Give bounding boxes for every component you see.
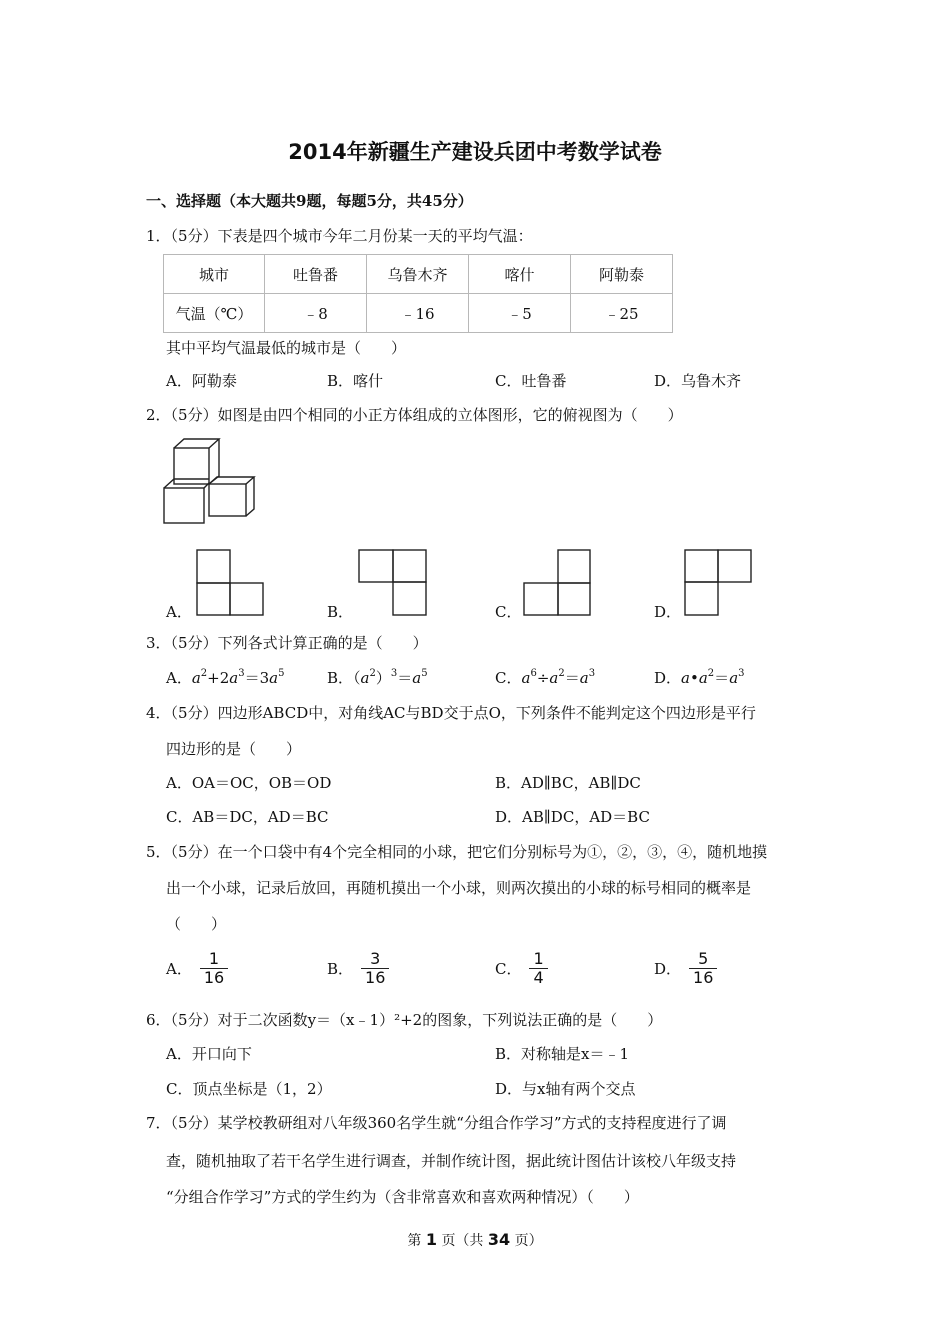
q1-option-c: C．吐鲁番 (495, 372, 567, 390)
table-header-cell: 吐鲁番 (265, 255, 367, 294)
q2-option-c-label: C． (495, 603, 522, 621)
fraction: $\frac{1}{16}$ (200, 950, 228, 987)
section-heading: 一、选择题（本大题共9题，每题5分，共45分） (146, 192, 473, 210)
cube-stack-figure (160, 436, 260, 528)
table-header-cell: 阿勒泰 (571, 255, 673, 294)
q4-stem-line2: 四边形的是（ ） (166, 740, 302, 758)
q3-option-b: B．$(a^2)^3=a^5$ (327, 668, 428, 687)
page-footer: 第 1 页（共 34 页） (407, 1230, 543, 1249)
q5-option-d: D． $\frac{5}{16}$ (654, 950, 717, 987)
q1-stem: 1．（5分）下表是四个城市今年二月份某一天的平均气温： (146, 227, 533, 245)
page-number: 1 (425, 1230, 437, 1249)
q4-option-a: A．OA＝OC，OB＝OD (166, 774, 332, 792)
q1-option-b: B．喀什 (327, 372, 384, 390)
fraction: $\frac{3}{16}$ (361, 950, 389, 987)
q5-option-c: C． $\frac{1}{4}$ (495, 950, 548, 987)
table-cell: ﹣5 (469, 294, 571, 333)
table-header-cell: 乌鲁木齐 (367, 255, 469, 294)
temperature-table (163, 254, 673, 333)
q7-stem-line2: 查，随机抽取了若干名学生进行调查，并制作统计图，据此统计图估计该校八年级支持 (166, 1152, 737, 1170)
q6-option-a: A．开口向下 (166, 1045, 252, 1063)
q1-question: 其中平均气温最低的城市是（ ） (166, 339, 407, 357)
q1-option-a: A．阿勒泰 (166, 372, 237, 390)
q3-stem: 3．（5分）下列各式计算正确的是（ ） (146, 634, 428, 652)
q5-option-b: B． $\frac{3}{16}$ (327, 950, 389, 987)
q3-option-a: A．$a^2+2a^3=3a^5$ (166, 668, 285, 687)
table-cell: ﹣25 (571, 294, 673, 333)
q6-option-d: D．与x轴有两个交点 (495, 1080, 636, 1098)
table-header-cell: 喀什 (469, 255, 571, 294)
q4-option-c: C．AB＝DC，AD＝BC (166, 808, 329, 826)
q6-stem: 6．（5分）对于二次函数y＝（x﹣1）²+2的图象，下列说法正确的是（ ） (146, 1011, 663, 1029)
q5-stem-line2: 出一个小球，记录后放回，再随机摸出一个小球，则两次摸出的小球的标号相同的概率是 (166, 879, 752, 897)
q3-option-c: C．$a^6\div a^2=a^3$ (495, 668, 596, 687)
q2-option-d-figure (684, 548, 754, 618)
table-cell: 气温（℃） (164, 294, 265, 333)
q4-stem-line1: 4．（5分）四边形ABCD中，对角线AC与BD交于点O，下列条件不能判定这个四边形是平行 (146, 704, 756, 722)
exam-title: 2014年新疆生产建设兵团中考数学试卷 (288, 140, 662, 164)
q3-option-d: D．$a•a^2=a^3$ (654, 668, 745, 687)
table-row (164, 255, 673, 294)
q7-stem-line1: 7．（5分）某学校教研组对八年级360名学生就“分组合作学习”方式的支持程度进行了调 (146, 1114, 727, 1132)
q6-option-b: B．对称轴是x＝﹣1 (495, 1045, 630, 1063)
q7-stem-line3: “分组合作学习”方式的学生约为（含非常喜欢和喜欢两种情况）（ ） (166, 1188, 639, 1206)
q2-option-c-figure (523, 548, 593, 618)
q2-option-b-label: B． (327, 603, 354, 621)
q2-option-a-label: A． (166, 603, 192, 621)
q4-option-b: B．AD∥BC，AB∥DC (495, 774, 641, 792)
page-total: 34 (487, 1230, 511, 1249)
fraction: $\frac{5}{16}$ (689, 950, 717, 987)
table-row (164, 294, 673, 333)
fraction: $\frac{1}{4}$ (529, 950, 547, 987)
q6-option-c: C．顶点坐标是（1，2） (166, 1080, 332, 1098)
q2-stem: 2．（5分）如图是由四个相同的小正方体组成的立体图形，它的俯视图为（ ） (146, 406, 683, 424)
q2-option-b-figure (358, 548, 428, 618)
q5-option-a: A． $\frac{1}{16}$ (166, 950, 228, 987)
q2-option-a-figure (196, 548, 266, 618)
q4-option-d: D．AB∥DC，AD＝BC (495, 808, 650, 826)
table-cell: ﹣16 (367, 294, 469, 333)
table-cell: ﹣8 (265, 294, 367, 333)
q2-option-d-label: D． (654, 603, 682, 621)
table-header-cell: 城市 (164, 255, 265, 294)
q1-option-d: D．乌鲁木齐 (654, 372, 742, 390)
q5-stem-line3: （ ） (166, 915, 227, 933)
q5-stem-line1: 5．（5分）在一个口袋中有4个完全相同的小球，把它们分别标号为①，②，③，④，随机地摸 (146, 843, 768, 861)
